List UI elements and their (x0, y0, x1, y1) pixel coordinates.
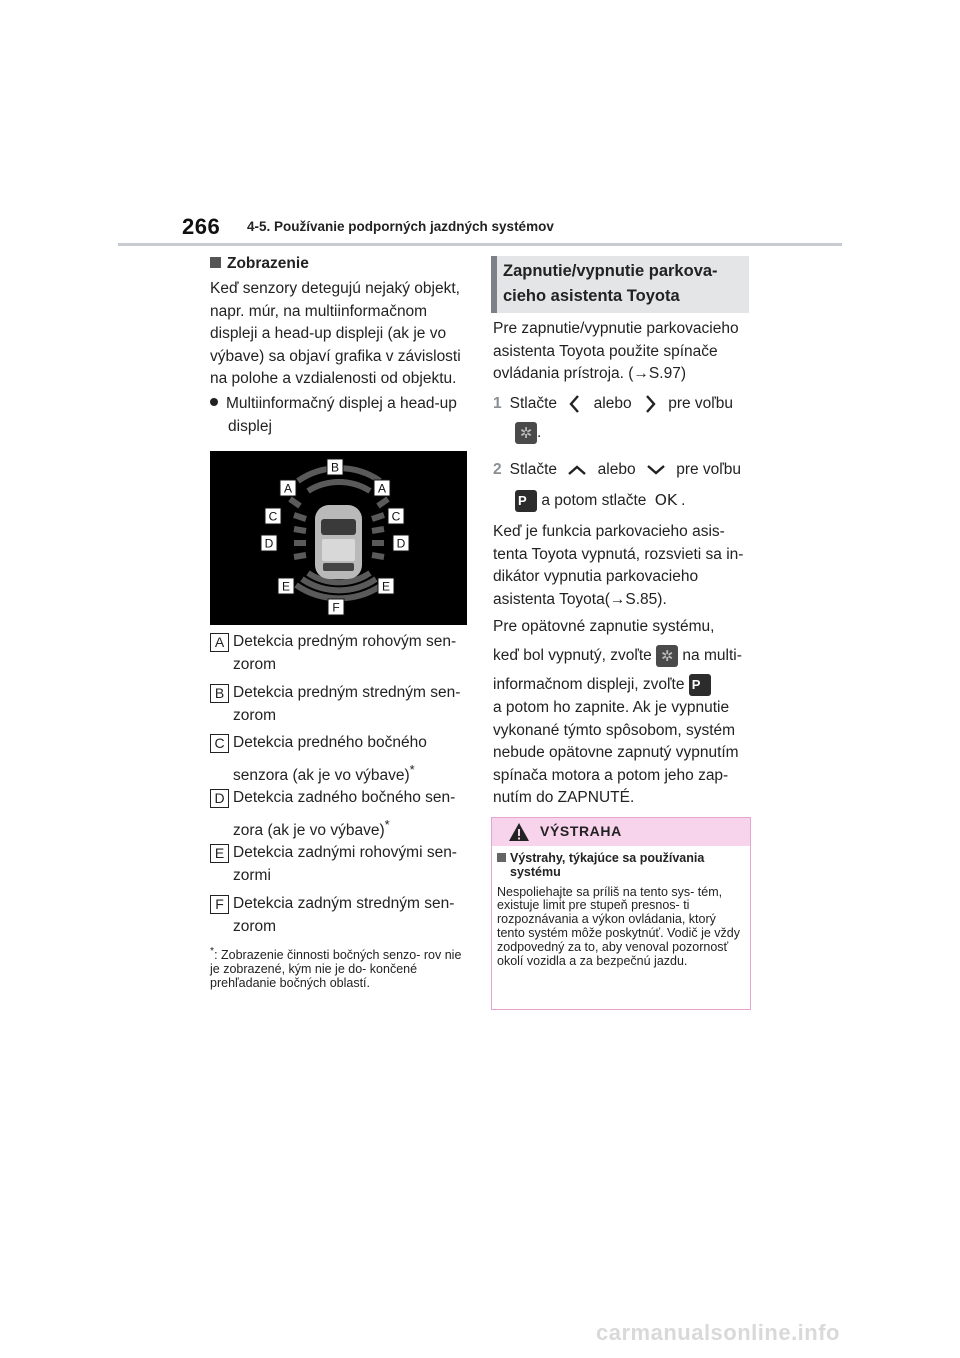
legend-line1: Detekcia predného bočného (233, 734, 427, 751)
legend-line2 (233, 759, 470, 788)
display-bullet (210, 393, 472, 438)
legend-item-b (210, 682, 470, 727)
legend-line1: Detekcia zadného bočného sen- (233, 789, 456, 806)
display-intro: Keď senzory detegujú nejaký objekt, napr. múr, na multiinformačnom displeji a head-up displeji (ak je vo výbave) sa objaví grafika v závislosti na polohe a vzdialenosti od objektu. (210, 280, 461, 388)
step-2 (493, 459, 753, 482)
legend-line2: zorom (233, 917, 277, 935)
footnote-text: : Zobrazenie činnosti bočných senzo- rov nie je zobrazené, kým nie je do- končené prehľadanie bočných oblastí. (210, 948, 462, 991)
square-bullet-icon (210, 257, 221, 268)
figure-letter-f: F (332, 600, 340, 615)
right-heading-line1: Zapnutie/vypnutie parkova- (503, 262, 718, 280)
right-para2-text-c: na multi- (682, 647, 742, 665)
legend-line2 (233, 814, 470, 843)
parking-assist-icon (689, 674, 711, 696)
arc-front-left (290, 499, 300, 506)
header-rule (118, 243, 842, 246)
legend-item-f (210, 893, 470, 938)
legend-letter-box: F (210, 895, 229, 914)
legend-letter-box: B (210, 684, 229, 703)
legend-letter-box: A (210, 633, 229, 652)
right-para2-text-d: informačnom displeji, zvoľte (493, 676, 685, 694)
legend-line1: Detekcia predným stredným sen- (233, 684, 461, 701)
car-graphic (315, 505, 362, 579)
step-2-number: 2 (493, 461, 502, 478)
watermark: carmanualsonline.info (596, 1320, 840, 1345)
warning-text: Nespoliehajte sa príliš na tento sys- tém, existuje limit pre stupeň presnos- ti rozpoznávania a výkon ovládania, ktorý tento systém môže poskytnúť. Vodič je vždy zodpovedný za to, aby venoval pozornosť okolí vozidla a za bezpečnú jazdu. (497, 884, 740, 968)
right-para2-line2 (493, 645, 755, 668)
legend-item-c (210, 732, 470, 787)
step-2-text-b: alebo (597, 461, 636, 478)
car-windshield (321, 519, 356, 535)
sensor-display-figure (210, 451, 467, 625)
page-number: 266 (182, 214, 221, 239)
legend-line2-text: senzora (ak je vo výbave) (233, 766, 410, 784)
warning-triangle-icon (508, 822, 530, 842)
step-2-text-a: Stlačte (509, 461, 558, 478)
warning-subheading (497, 852, 745, 880)
right-heading (503, 259, 748, 309)
display-bullet-text: Multiinformačný displej a head-up displej (226, 395, 457, 435)
round-bullet-icon (210, 398, 218, 406)
legend-item-e (210, 842, 470, 887)
footnote-star: * (409, 761, 415, 777)
ok-button-glyph: OK (654, 491, 678, 509)
figure-letter-c-left: C (268, 509, 278, 524)
footnote-star: * (384, 816, 390, 832)
right-para1: Keď je funkcia parkovacieho asis- tenta Toyota vypnutá, rozsvieti sa in- dikátor vypnutia parkovacieho asistenta Toyota(→S.85). (493, 523, 744, 608)
parking-assist-icon (515, 490, 537, 512)
step-1-text-b: alebo (593, 395, 632, 413)
step-1-number: 1 (493, 395, 502, 413)
legend-line1: Detekcia zadnými rohovými sen- (233, 844, 457, 861)
figure-letter-a-right: A (377, 481, 387, 496)
warning-box (491, 817, 751, 1010)
step-2-line2 (515, 489, 745, 513)
legend-line2-text: zora (ak je vo výbave) (233, 821, 385, 839)
warning-header (492, 818, 750, 846)
right-para2-text-b: keď bol vypnutý, zvoľte (493, 647, 652, 665)
settings-gear-icon (656, 645, 678, 667)
sensor-display-graphic (210, 451, 467, 625)
legend-letter-box: D (210, 789, 229, 808)
figure-letter-a-left: A (283, 481, 293, 496)
arc-front-right (378, 499, 388, 506)
figure-letter-d-right: D (396, 536, 406, 551)
step-2-text-c: pre voľbu (676, 461, 742, 478)
step-2-end: . (681, 492, 686, 509)
footnote-mark: * (210, 946, 215, 957)
step-1-text-c: pre voľbu (668, 395, 734, 413)
right-para2-line3 (493, 674, 755, 697)
section-title: 4-5. Používanie podporných jazdných systémov (247, 219, 554, 234)
step-1-line2 (515, 422, 715, 445)
step-1-text-a: Stlačte (509, 395, 558, 413)
legend-line2: zorom (233, 706, 277, 724)
display-heading-text: Zobrazenie (227, 255, 309, 272)
right-intro: Pre zapnutie/vypnutie parkovacieho asistenta Toyota použite spínače ovládania prístroja. (→S.97) (493, 320, 739, 383)
warning-subheading-text: Výstrahy, týkajúce sa používania systému (510, 851, 705, 879)
chevron-right-icon (642, 393, 658, 415)
chevron-up-icon (566, 462, 588, 478)
arc-front-center (308, 482, 370, 491)
right-para2-line1: Pre opätovné zapnutie systému, (493, 618, 715, 635)
step-2-text-d: a potom stlačte (541, 492, 647, 509)
settings-gear-icon (515, 422, 537, 444)
legend-line2: zormi (233, 866, 271, 884)
chevron-down-icon (645, 462, 667, 478)
legend-letter-box: E (210, 844, 229, 863)
figure-letter-d-left: D (264, 536, 274, 551)
chevron-left-icon (567, 393, 583, 415)
car-rear-window (323, 563, 354, 571)
footnote (210, 945, 472, 990)
right-heading-line2: cieho asistenta Toyota (503, 287, 680, 305)
bars-left-side (294, 515, 306, 557)
right-heading-accent (491, 256, 497, 313)
square-bullet-icon (497, 853, 506, 862)
legend-letter-box: C (210, 734, 229, 753)
step-1-end: . (537, 424, 542, 442)
figure-letter-e-right: E (381, 579, 391, 594)
display-heading (210, 253, 472, 276)
bars-right-side (372, 515, 384, 557)
warning-title: VÝSTRAHA (540, 823, 622, 839)
right-para2-rest: a potom ho zapnite. Ak je vypnutie vykonané týmto spôsobom, systém nebude opätovne zapnutý vypnutím spínača motora a potom jeho zap- nutím do ZAPNUTÉ. (493, 699, 739, 807)
figure-letter-b: B (330, 460, 340, 475)
figure-letter-e-left: E (281, 579, 291, 594)
legend-item-a (210, 631, 470, 676)
legend-line1: Detekcia predným rohovým sen- (233, 633, 457, 650)
car-roof (322, 539, 355, 561)
legend-line1: Detekcia zadným stredným sen- (233, 895, 455, 912)
warning-body (497, 852, 745, 968)
legend-line2: zorom (233, 655, 277, 673)
step-1 (493, 393, 753, 416)
legend-item-d (210, 787, 470, 842)
figure-letter-c-right: C (391, 509, 401, 524)
